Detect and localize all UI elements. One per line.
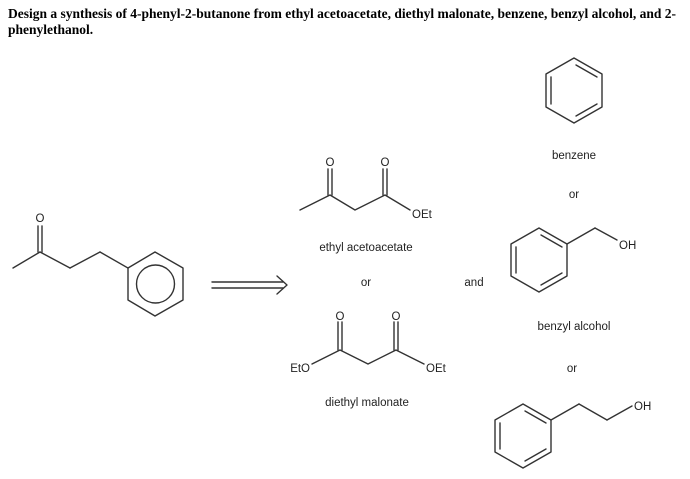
or-label-right-top: or (568, 189, 580, 201)
benzyl-alcohol-label: benzyl alcohol (537, 321, 611, 333)
diethyl-malonate-structure (290, 311, 446, 375)
retrosynthesis-arrow (212, 276, 287, 294)
ethoxy-label: OEt (412, 209, 432, 221)
diethyl-malonate-label: diethyl malonate (325, 397, 409, 409)
ester-oxygen-label: O (380, 157, 390, 169)
question-text: Design a synthesis of 4-phenyl-2-butanone from ethyl acetoacetate, diethyl malonate, benzene, benzyl alcohol, and 2-phenylethanol. (8, 6, 676, 37)
ketone-oxygen-label: O (325, 157, 335, 169)
or-label-left: or (360, 277, 372, 289)
benzene-structure (546, 58, 602, 123)
ethoxy-left-label: EtO (290, 363, 310, 375)
malonate-oxygen-left-label: O (335, 311, 345, 323)
hydroxyl-label-2: OH (634, 401, 652, 413)
and-label: and (464, 277, 484, 289)
malonate-oxygen-right-label: O (391, 311, 401, 323)
hydroxyl-label: OH (619, 240, 637, 252)
ethyl-acetoacetate-structure (300, 157, 433, 221)
benzyl-alcohol-structure (511, 228, 636, 292)
ethyl-acetoacetate-label: ethyl acetoacetate (319, 242, 413, 254)
target-molecule-4-phenyl-2-butanone (13, 213, 183, 316)
aromatic-circle (137, 265, 175, 303)
ethoxy-right-label: OEt (426, 363, 446, 375)
benzene-label: benzene (551, 150, 597, 162)
or-label-right-bottom: or (566, 363, 578, 375)
carbonyl-oxygen-label: O (35, 213, 45, 225)
2-phenylethanol-structure (495, 401, 651, 468)
